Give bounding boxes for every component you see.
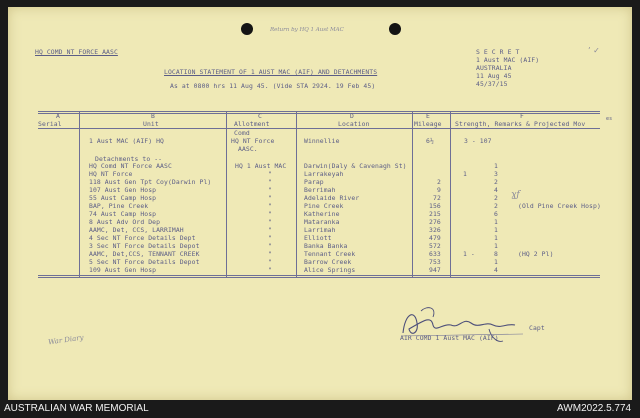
row-strength-b: 6 xyxy=(494,210,498,218)
table-row xyxy=(8,234,632,242)
header-right-line: 45/37/15 xyxy=(476,80,508,88)
punch-hole xyxy=(241,23,253,35)
row-strength-b: 1 xyxy=(494,258,498,266)
row-location: Banka Banka xyxy=(304,242,348,250)
row-mileage: 276 xyxy=(429,218,441,226)
row-unit: BAP, Pine Creek xyxy=(89,202,149,210)
row-mileage: 633 xyxy=(429,250,441,258)
table-row xyxy=(8,242,632,250)
row-mileage: 753 xyxy=(429,258,441,266)
row-unit: 74 Aust Camp Hosp xyxy=(89,210,157,218)
row-strength-b: 4 xyxy=(494,186,498,194)
row-allotment: " xyxy=(268,258,272,266)
col-letter-d: D xyxy=(350,112,354,120)
row-allotment: " xyxy=(268,178,272,186)
col-letter-e: E xyxy=(426,112,430,120)
row-location: Larrimah xyxy=(304,226,336,234)
row-mileage: 215 xyxy=(429,210,441,218)
hq-mileage: 6½ xyxy=(426,137,434,145)
row-mileage: 2 xyxy=(437,178,441,186)
header-serial: Serial xyxy=(38,120,62,128)
row-unit: HQ NT Force xyxy=(89,170,133,178)
row-allotment: " xyxy=(268,250,272,258)
table-row xyxy=(8,226,632,234)
row-strength-b: 2 xyxy=(494,178,498,186)
row-unit: 55 Aust Camp Hosp xyxy=(89,194,157,202)
row-location: Alice Springs xyxy=(304,266,356,274)
row-strength-b: 2 xyxy=(494,202,498,210)
pencil-tick-mark: ’ ✓ xyxy=(588,46,600,55)
table-row xyxy=(8,250,632,258)
col-letter-a: A xyxy=(56,112,60,120)
row-unit: 118 Aust Gen Tpt Coy(Darwin Pl) xyxy=(89,178,212,186)
row-allotment: " xyxy=(268,170,272,178)
row-mileage: 72 xyxy=(433,194,441,202)
row-unit: HQ Comd NT Force AASC xyxy=(89,162,172,170)
row-location: Mataranka xyxy=(304,218,340,226)
footer-accession: AWM2022.5.774 xyxy=(557,403,632,414)
header-strength: Strength, Remarks & Projected Mov xyxy=(455,120,586,128)
row-allotment: " xyxy=(268,186,272,194)
row-unit: AAMC, Det, CCS, LARRIMAH xyxy=(89,226,184,234)
punch-hole xyxy=(389,23,401,35)
row-strength-b: 1 xyxy=(494,162,498,170)
row-allotment: " xyxy=(268,202,272,210)
table-row xyxy=(8,210,632,218)
row-unit: AAMC, Det,CCS, TENNANT CREEK xyxy=(89,250,200,258)
row-remark: (HQ 2 Pl) xyxy=(518,250,554,258)
document-subtitle: As at 0800 hrs 11 Aug 45. (Vide STA 2924. 19 Feb 45) xyxy=(170,82,376,90)
header-right-line: 11 Aug 45 xyxy=(476,72,512,80)
detachments-label: Detachments to -- xyxy=(95,155,163,163)
row-strength-b: 1 xyxy=(494,242,498,250)
header-location: Location xyxy=(338,120,370,128)
row-unit: 109 Aust Gen Hosp xyxy=(89,266,157,274)
header-allotment: Allotment xyxy=(234,120,270,128)
table-rule-bottom-double xyxy=(38,277,600,278)
document-page xyxy=(8,7,632,400)
row-strength-a: 1 - xyxy=(463,250,475,258)
row-unit: 4 Sec NT Force Details Dept xyxy=(89,234,196,242)
row-allotment: " xyxy=(268,210,272,218)
footer-source: AUSTRALIAN WAR MEMORIAL xyxy=(4,403,149,414)
row-location: Tennant Creek xyxy=(304,250,356,258)
col-letter-b: B xyxy=(151,112,155,120)
row-strength-b: 4 xyxy=(494,266,498,274)
row-strength-b: 1 xyxy=(494,226,498,234)
row-mileage: 9 xyxy=(437,186,441,194)
secret-marking: S E C R E T xyxy=(476,48,520,56)
row-location: Adelaide River xyxy=(304,194,360,202)
row-location: Barrow Creek xyxy=(304,258,352,266)
header-right-line: 1 Aust MAC (AIF) xyxy=(476,56,540,64)
table-rule-top-double xyxy=(38,113,600,114)
row-mileage: 479 xyxy=(429,234,441,242)
pencil-note: Return by HQ 1 Aust MAC xyxy=(270,27,344,33)
row-mileage: 156 xyxy=(429,202,441,210)
table-rule-top xyxy=(38,111,600,112)
header-left-title: HQ COMD NT FORCE AASC xyxy=(35,48,118,56)
row-allotment: " xyxy=(268,194,272,202)
row-mileage: 572 xyxy=(429,242,441,250)
row-strength-b: 3 xyxy=(494,170,498,178)
table-row xyxy=(8,218,632,226)
row-location: Katherine xyxy=(304,210,340,218)
row-strength-b: 1 xyxy=(494,234,498,242)
hq-location: Winnellie xyxy=(304,137,340,145)
row-allotment: " xyxy=(268,218,272,226)
table-row xyxy=(8,202,632,210)
row-unit: 8 Aust Adv Ord Dep xyxy=(89,218,161,226)
hq-strength: 3 - 107 xyxy=(464,137,492,145)
row-allotment: " xyxy=(268,234,272,242)
signature-rank: Capt xyxy=(529,324,545,332)
table-row xyxy=(8,194,632,202)
hq-unit: 1 Aust MAC (AIF) HQ xyxy=(89,137,165,145)
row-allotment: HQ 1 Aust MAC xyxy=(235,162,287,170)
row-remark: (Old Pine Creek Hosp) xyxy=(518,202,601,210)
document-title: LOCATION STATEMENT OF 1 AUST MAC (AIF) AND DETACHMENTS xyxy=(164,68,378,76)
row-location: Elliott xyxy=(304,234,332,242)
pencil-annotation: ɣƒ xyxy=(511,190,520,200)
row-strength-b: 2 xyxy=(494,194,498,202)
row-location: Larrakeyah xyxy=(304,170,344,178)
table-header-rule xyxy=(38,128,600,129)
header-unit: Unit xyxy=(143,120,159,128)
row-strength-a: 1 xyxy=(463,170,467,178)
col-letter-f: F xyxy=(520,112,524,120)
table-row xyxy=(8,162,632,170)
row-allotment: " xyxy=(268,226,272,234)
row-mileage: 947 xyxy=(429,266,441,274)
row-location: Parap xyxy=(304,178,324,186)
pencil-initials: War Diary xyxy=(47,333,85,347)
hq-allotment-line-3: AASC. xyxy=(238,145,258,153)
table-row xyxy=(8,178,632,186)
hq-allotment-line-2: HQ NT Force xyxy=(231,137,275,145)
row-unit: 5 Sec NT Force Details Depot xyxy=(89,258,200,266)
hq-allotment-line-1: Comd xyxy=(234,129,250,137)
table-row xyxy=(8,186,632,194)
header-overflow-es: es xyxy=(606,116,613,122)
row-location: Berrimah xyxy=(304,186,336,194)
row-allotment: " xyxy=(268,266,272,274)
table-row xyxy=(8,258,632,266)
row-location: Pine Creek xyxy=(304,202,344,210)
footer-bar xyxy=(0,400,640,418)
header-right-line: AUSTRALIA xyxy=(476,64,512,72)
header-mileage: Mileage xyxy=(414,120,442,128)
row-unit: 107 Aust Gen Hosp xyxy=(89,186,157,194)
row-unit: 3 Sec NT Force Details Depot xyxy=(89,242,200,250)
row-strength-b: 8 xyxy=(494,250,498,258)
col-letter-c: C xyxy=(258,112,262,120)
table-rule-bottom xyxy=(38,275,600,276)
row-mileage: 326 xyxy=(429,226,441,234)
row-allotment: " xyxy=(268,242,272,250)
row-location: Darwin(Daly & Cavenagh St) xyxy=(304,162,407,170)
signature-block: AIR COMD 1 Aust MAC (AIF) xyxy=(400,334,499,342)
table-row xyxy=(8,266,632,274)
table-row xyxy=(8,170,632,178)
row-strength-b: 1 xyxy=(494,218,498,226)
